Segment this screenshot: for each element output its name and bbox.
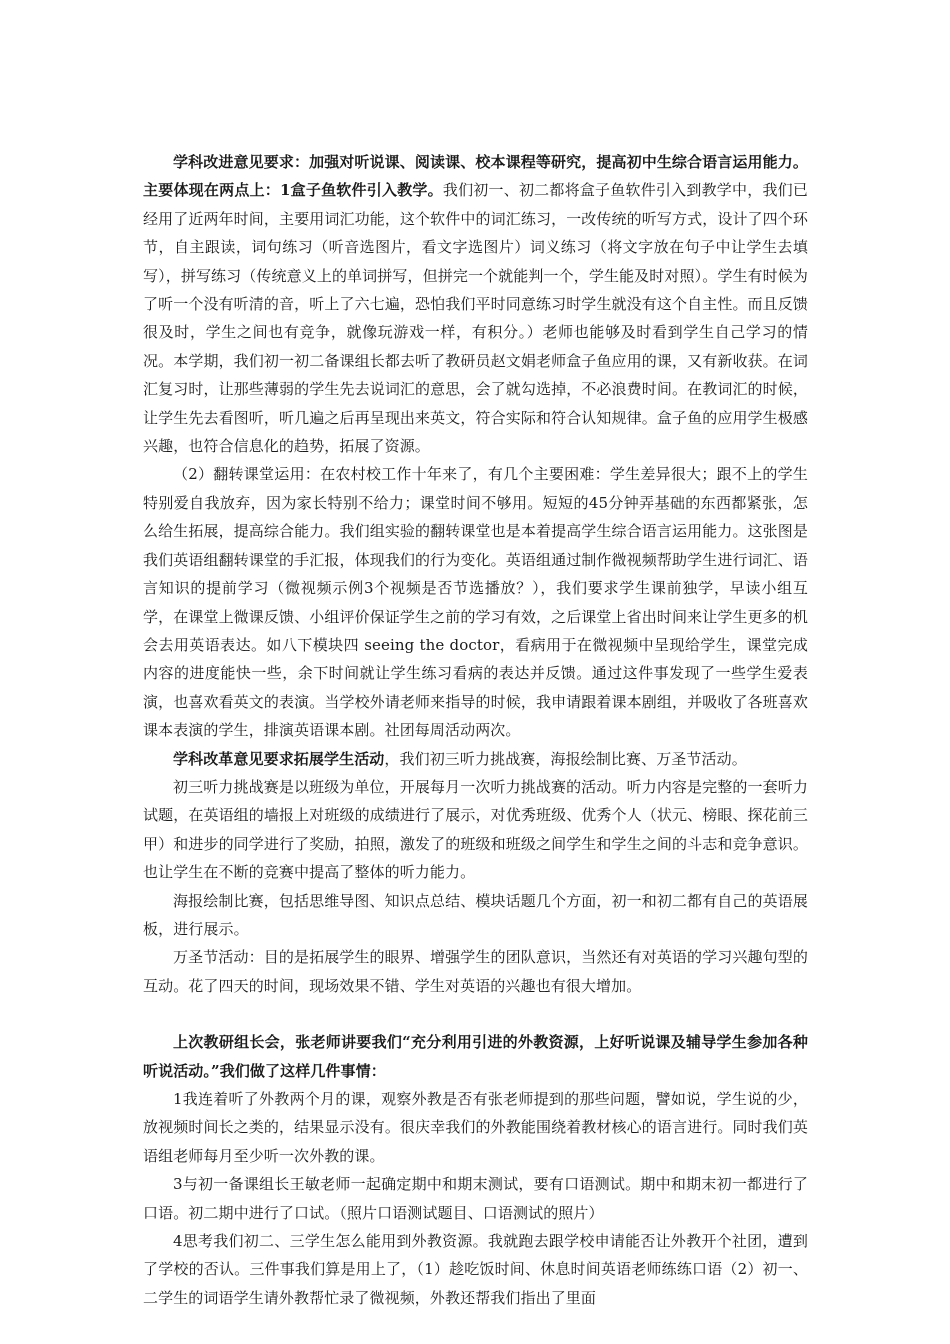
paragraph-8 — [143, 1085, 808, 1170]
paragraph-4-text: 初三听力挑战赛是以班级为单位，开展每月一次听力挑战赛的活动。听力内容是完整的一套听力试题，在英语组的墙报上对班级的成绩进行了展示，对优秀班级、优秀个人（状元、榜眼、探花前三甲）和进步的同学进行了奖励，拍照，激发了的班级和班级之间学生和学生之间的斗志和竞争意识。也让学生在不断的竞赛中提高了整体的听力能力。 — [143, 777, 808, 882]
paragraph-6-text: 万圣节活动：目的是拓展学生的眼界、增强学生的团队意识，当然还有对英语的学习兴趣句型的互动。花了四天的时间，现场效果不错、学生对英语的兴趣也有很大增加。 — [143, 948, 808, 995]
document-body — [143, 148, 808, 1312]
paragraph-1-text: 我们初一、初二都将盒子鱼软件引入到教学中，我们已经用了近两年时间，主要用词汇功能，这个软件中的词汇练习，一改传统的听写方式，设计了四个环节，自主跟读，词句练习（听音选图片，看文字选图片）词义练习（将文字放在句子中让学生去填写），拼写练习（传统意义上的单词拼写，但拼完一个就能判一个，学生能及时对照）。学生有时候为了听一个没有听清的音，听上了六七遍，恐怕我们平时同意练习时学生就没有这个自主性。而且反馈很及时，学生之间也有竞争，就像玩游戏一样，有积分。）老师也能够及时看到学生自己学习的情况。本学期，我们初一初二备课组长都去听了教研员赵文娟老师盒子鱼应用的课，又有新收获。在词汇复习时，让那些薄弱的学生先去说词汇的意思，会了就勾选掉，不必浪费时间。在教词汇的时候，让学生先去看图听，听几遍之后再呈现出来英文，符合实际和符合认知规律。盒子鱼的应用学生极感兴趣，也符合信息化的趋势，拓展了资源。 — [143, 181, 808, 456]
paragraph-3-bold: 学科改革意见要求拓展学生活动 — [173, 749, 385, 768]
paragraph-1 — [143, 148, 808, 460]
paragraph-5 — [143, 887, 808, 944]
paragraph-10-text: 4思考我们初二、三学生怎么能用到外教资源。我就跑去跟学校申请能否让外教开个社团，遭到了学校的否认。三件事我们算是用上了，（1）趁吃饭时间、休息时间英语老师练练口语（2）初一、二学生的词语学生请外教帮忙录了微视频，外教还帮我们指出了里面 — [143, 1232, 808, 1307]
paragraph-8-text: 1我连着听了外教两个月的课，观察外教是否有张老师提到的那些问题，譬如说，学生说的少，放视频时间长之类的，结果显示没有。很庆幸我们的外教能围绕着教材核心的语言进行。同时我们英语组老师每月至少听一次外教的课。 — [143, 1090, 808, 1165]
paragraph-9 — [143, 1170, 808, 1227]
paragraph-6 — [143, 943, 808, 1000]
paragraph-1-bold: 学科改进意见要求：加强对听说课、阅读课、校本课程等研究，提高初中生综合语言运用能力。主要体现在两点上：1盒子鱼软件引入教学。 — [143, 153, 808, 200]
paragraph-7 — [143, 1028, 808, 1085]
paragraph-5-text: 海报绘制比赛，包括思维导图、知识点总结、模块话题几个方面，初一和初二都有自己的英语展板，进行展示。 — [143, 891, 808, 938]
paragraph-3-text: ，我们初三听力挑战赛，海报绘制比赛、万圣节活动。 — [384, 749, 747, 768]
paragraph-9-text: 3与初一备课组长王敏老师一起确定期中和期末测试，要有口语测试。期中和期末初一都进行了口语。初二期中进行了口试。（照片口语测试题目、口语测试的照片） — [143, 1175, 808, 1222]
paragraph-3 — [143, 745, 808, 773]
paragraph-10 — [143, 1227, 808, 1312]
paragraph-4 — [143, 773, 808, 887]
paragraph-7-bold: 上次教研组长会，张老师讲要我们“充分利用引进的外教资源，上好听说课及辅导学生参加各种听说活动。”我们做了这样几件事情： — [143, 1033, 808, 1080]
paragraph-2 — [143, 460, 808, 744]
paragraph-2-text: （2）翻转课堂运用：在农村校工作十年来了，有几个主要困难：学生差异很大；跟不上的学生特别爱自我放弃，因为家长特别不给力；课堂时间不够用。短短的45分钟弄基础的东西都紧张，怎么给生拓展，提高综合能力。我们组实验的翻转课堂也是本着提高学生综合语言运用能力。这张图是我们英语组翻转课堂的手汇报，体现我们的行为变化。英语组通过制作微视频帮助学生进行词汇、语言知识的提前学习（微视频示例3个视频是否节选播放？），我们要求学生课前独学，早读小组互学，在课堂上微课反馈、小组评价保证学生之前的学习有效，之后课堂上省出时间来让学生更多的机会去用英语表达。如八下模块四 seeing the doctor，看病用于在微视频中呈现给学生，课堂完成内容的进度能快一些，余下时间就让学生练习看病的表达并反馈。通过这件事发现了一些学生爱表演，也喜欢看英文的表演。当学校外请老师来指导的时候，我申请跟着课本剧组，并吸收了各班喜欢课本表演的学生，排演英语课本剧。社团每周活动两次。 — [143, 465, 808, 740]
